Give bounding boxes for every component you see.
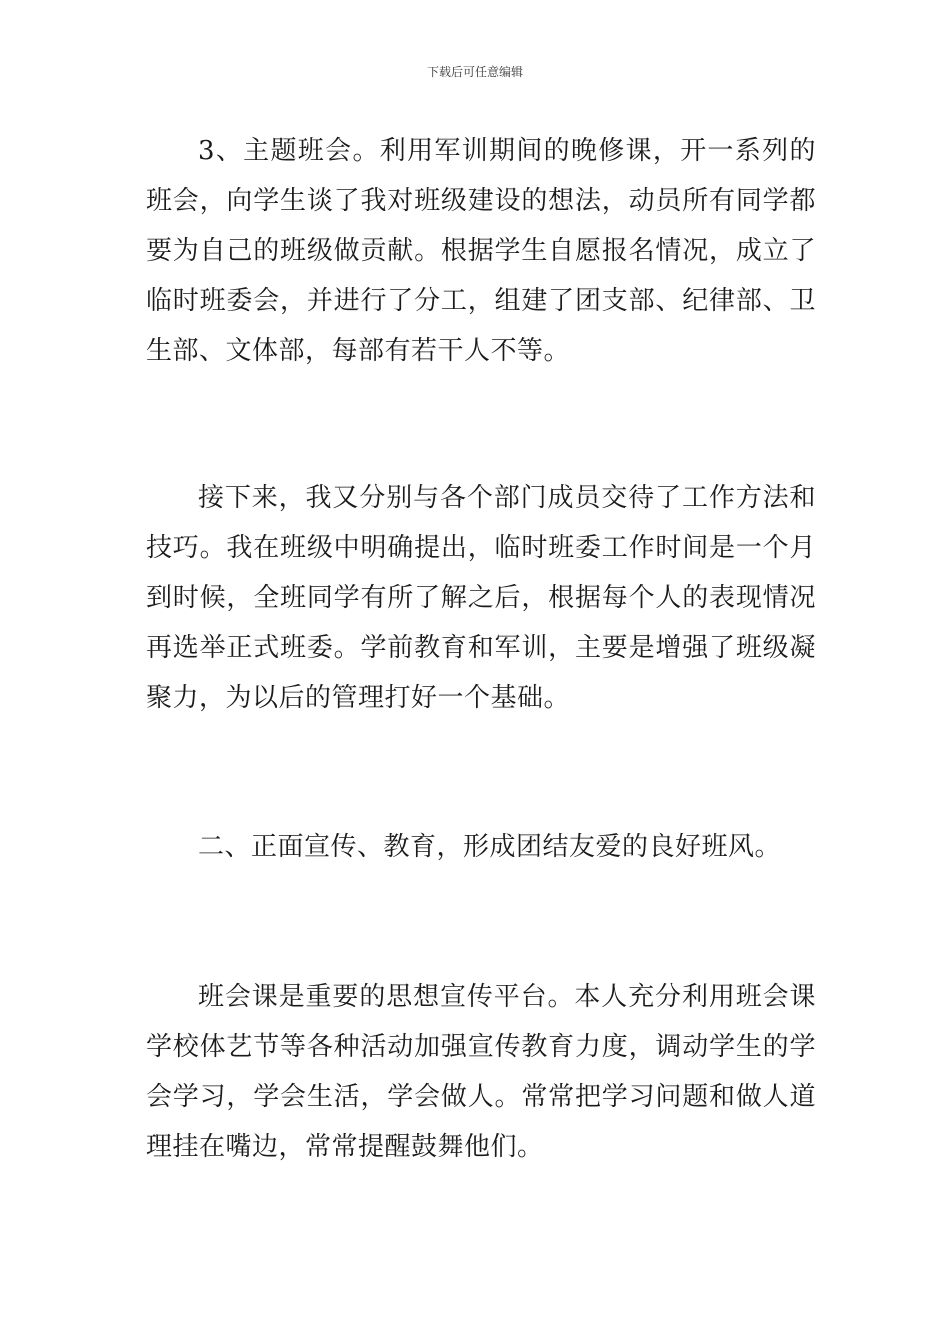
paragraph-department-work: 接下来，我又分别与各个部门成员交待了工作方法和技巧。我在班级中明确提出，临时班委工作时间是一个月到时候，全班同学有所了解之后，根据每个人的表现情况再选举正式班委。学前教育和军训，主要是增强了班级凝聚力，为以后的管理打好一个基础。 [146, 483, 816, 713]
paragraph-class-meeting: 3、主题班会。利用军训期间的晚修课，开一系列的班会，向学生谈了我对班级建设的想法，动员所有同学都要为自己的班级做贡献。根据学生自愿报名情况，成立了临时班委会，并进行了分工，组建了团支部、纪律部、卫生部、文体部，每部有若干人不等。 [146, 136, 816, 366]
section-heading-two: 二、正面宣传、教育，形成团结友爱的良好班风。 [198, 832, 782, 862]
paragraph-propaganda: 班会课是重要的思想宣传平台。本人充分利用班会课学校体艺节等各种活动加强宣传教育力度，调动学生的学会学习，学会生活，学会做人。常常把学习问题和做人道理挂在嘴边，常常提醒鼓舞他们。 [146, 982, 816, 1162]
page-header: 下载后可任意编辑 [426, 65, 523, 79]
